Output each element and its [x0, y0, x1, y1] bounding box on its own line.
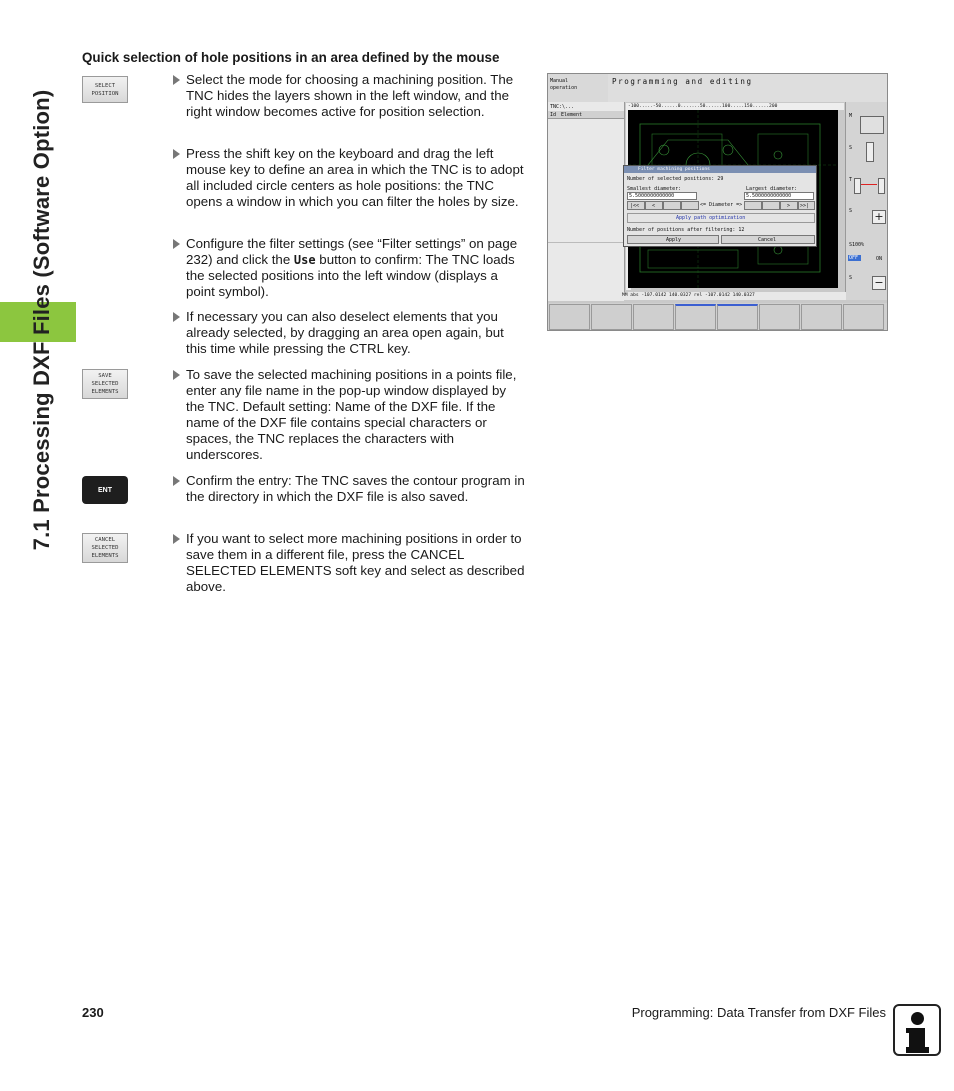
plus-icon: + [872, 210, 886, 224]
arrow-icon [173, 239, 180, 249]
spindle-icon [866, 142, 874, 162]
arrow-icon [173, 370, 180, 380]
chapter-title: 7.1 Processing DXF Files (Software Option) [29, 89, 54, 551]
next-button[interactable]: > [780, 201, 798, 210]
screen-softkey[interactable] [633, 304, 674, 330]
ruler: -100.....-50......0.......50......100.....150......200 [626, 103, 844, 110]
smallest-diameter-field[interactable]: 5.5000000000000 [627, 192, 697, 200]
step-7: If you want to select more machining positions in order to save them in a different file, press the CANCEL SELECTED ELEMENTS soft key and select as described above. [173, 531, 525, 595]
status-bar: MM abs -107.0142 140.0327 rel -107.0142 140.0327 [620, 292, 846, 300]
blank-button[interactable] [663, 201, 681, 210]
tool-change-icon [854, 178, 884, 192]
arrow-icon [173, 75, 180, 85]
first-button[interactable]: |<< [627, 201, 645, 210]
screen-softkey[interactable] [675, 304, 716, 330]
step-4: If necessary you can also deselect elements that you already selected, by dragging an area open again, but this time while pressing the CTRL key. [173, 309, 525, 357]
step-2: Press the shift key on the keyboard and drag the left mouse key to define an area in which the TNC is to adopt all included circle centers as hole positions: the TNC opens a window in which you can filter the holes by size. [173, 146, 525, 210]
last-button[interactable]: >>| [798, 201, 815, 210]
blank-button[interactable] [681, 201, 699, 210]
ent-key[interactable]: ENT [82, 476, 128, 504]
step-5: To save the selected machining positions in a points file, enter any file name in the pop-up window displayed by the TNC. Default setting: Name of the DXF file. If the name of the DXF file contains special characters or spaces, the TNC replaces the characters with underscores. [173, 367, 525, 463]
mode-panel: Manual operation [548, 74, 609, 102]
machine-status-column: M S T S + S100% OFF ON S − [845, 102, 888, 300]
optimize-checkbox[interactable]: Apply path optimization [627, 213, 815, 223]
largest-diameter-field[interactable]: 5.5000000000000 [744, 192, 814, 200]
minus-icon: − [872, 276, 886, 290]
program-mode-panel: Programming and editing [608, 74, 888, 102]
cancel-selected-elements-softkey[interactable]: CANCEL SELECTED ELEMENTS [82, 533, 128, 563]
softkey-row [548, 303, 888, 331]
arrow-icon [173, 476, 180, 486]
cancel-button[interactable]: Cancel [721, 235, 815, 244]
screen-softkey[interactable] [759, 304, 800, 330]
screen-softkey[interactable] [549, 304, 590, 330]
screen-softkey[interactable] [801, 304, 842, 330]
screen-softkey[interactable] [717, 304, 758, 330]
footer-text: Programming: Data Transfer from DXF Files [631, 1005, 886, 1020]
filter-dialog: Filter machining positions Number of selected positions: 29 Smallest diameter: Largest diameter: 5.5000000000000 5.5000000000000 |<< < <= Diameter => > >>| Apply path optimization Number of positions after filtering: 12 Apply Cancel [623, 165, 817, 247]
arrow-icon [173, 534, 180, 544]
screen-softkey[interactable] [591, 304, 632, 330]
off-indicator: OFF [848, 255, 861, 261]
use-button-ref: Use [293, 253, 316, 267]
info-icon [893, 1004, 941, 1056]
tool-icon [860, 116, 884, 134]
chapter-side-band [0, 0, 76, 1091]
step-3: Configure the filter settings (see “Filter settings” on page 232) and click the Use button to confirm: The TNC loads the selected positions into the left window (displays a point symbol). [173, 236, 525, 300]
arrow-icon [173, 312, 180, 322]
screen-softkey[interactable] [843, 304, 884, 330]
arrow-icon [173, 149, 180, 159]
element-list-panel: TNC:\... Id Element [548, 102, 625, 300]
select-position-softkey[interactable]: SELECT POSITION [82, 76, 128, 103]
blank-button[interactable] [744, 201, 762, 210]
apply-button[interactable]: Apply [627, 235, 719, 244]
save-selected-elements-softkey[interactable]: SAVE SELECTED ELEMENTS [82, 369, 128, 399]
blank-button[interactable] [762, 201, 780, 210]
prev-button[interactable]: < [645, 201, 663, 210]
step-1: Select the mode for choosing a machining position. The TNC hides the layers shown in the left window, and the right window becomes active for position selection. [173, 72, 525, 120]
tnc-screenshot [547, 73, 888, 331]
section-heading: Quick selection of hole positions in an area defined by the mouse [82, 50, 500, 65]
step-6: Confirm the entry: The TNC saves the contour program in the directory in which the DXF file is also saved. [173, 473, 525, 505]
page-number: 230 [82, 1005, 104, 1020]
